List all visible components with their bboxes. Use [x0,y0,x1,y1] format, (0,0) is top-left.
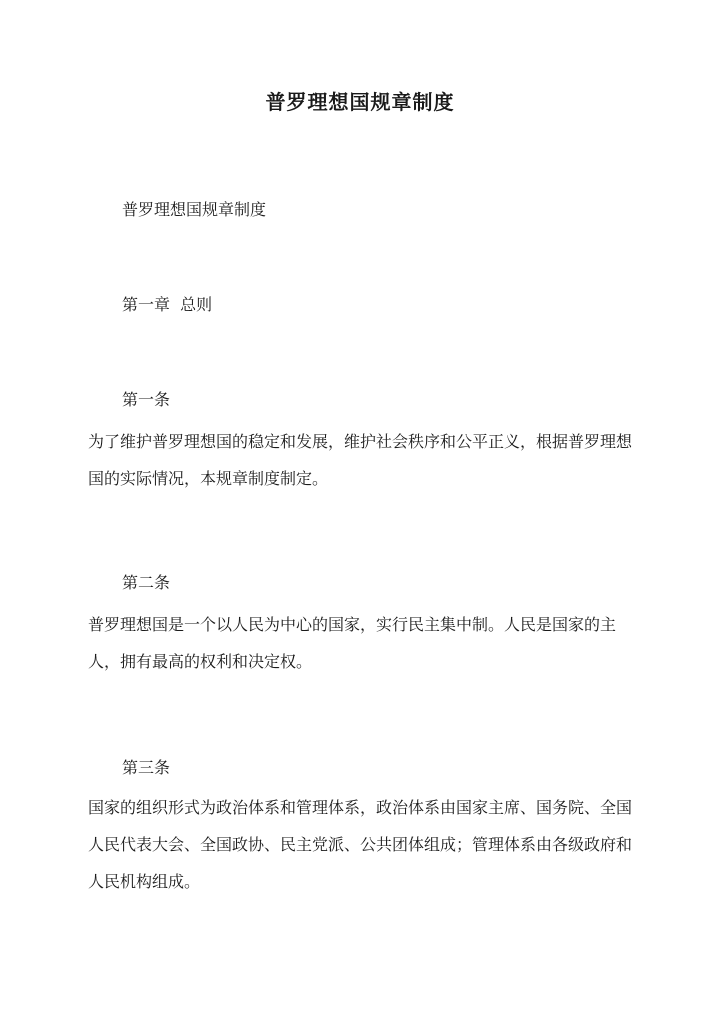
chapter-heading: 第一章 总则 [122,295,213,314]
article-3-heading: 第三条 [122,758,171,777]
article-2-text: 普罗理想国是一个以人民为中心的国家，实行民主集中制。人民是国家的主人，拥有最高的权利和决定权。 [88,615,617,671]
document-subtitle: 普罗理想国规章制度 [122,200,267,219]
article-2-heading: 第二条 [122,573,171,592]
article-1-heading: 第一条 [122,390,171,409]
article-1-text: 为了维护普罗理想国的稳定和发展，维护社会秩序和公平正义，根据普罗理想国的实际情况，本规章制度制定。 [88,432,633,488]
article-3-text: 国家的组织形式为政治体系和管理体系，政治体系由国家主席、国务院、全国人民代表大会、全国政协、民主党派、公共团体组成；管理体系由各级政府和人民机构组成。 [88,798,633,891]
document-title: 普罗理想国规章制度 [265,90,455,114]
